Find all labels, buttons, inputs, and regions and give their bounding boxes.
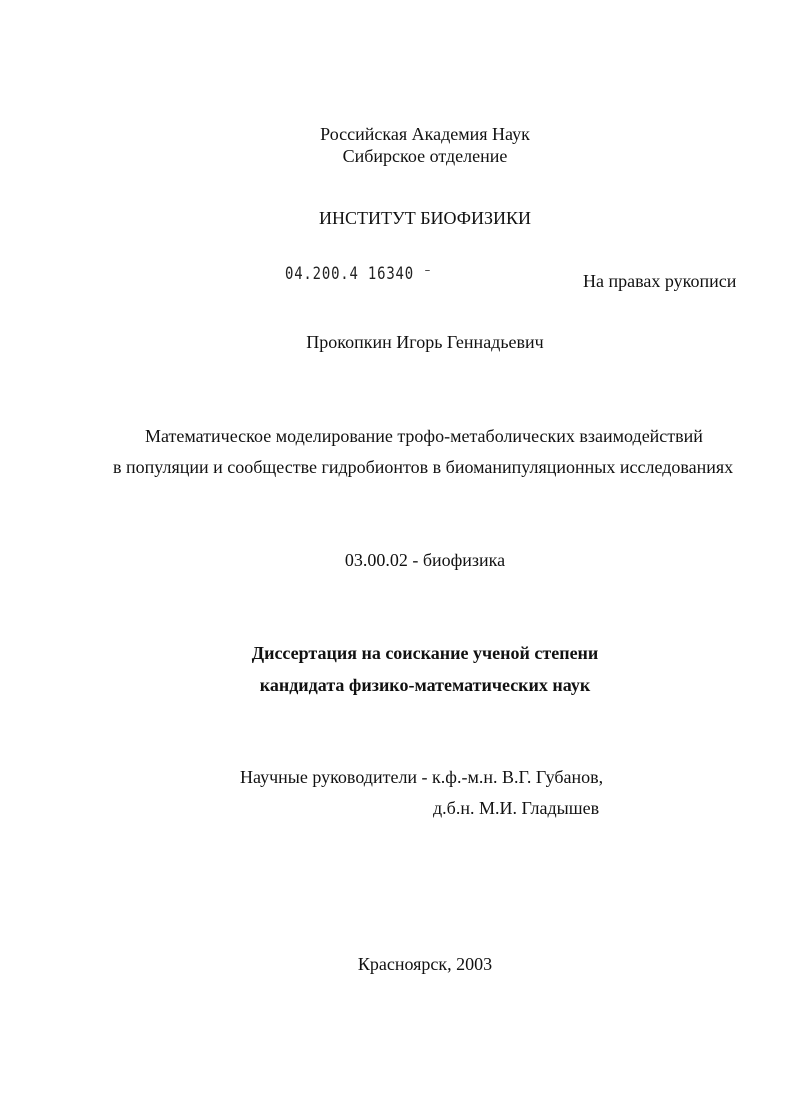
supervisors-line-2: д.б.н. М.И. Гладышев (433, 798, 600, 818)
dissertation-title-line-2: в популяции и сообществе гидробионтов в биоманипуляционных исследованиях (113, 457, 734, 477)
supervisors-line-1: Научные руководители - к.ф.-м.н. В.Г. Губанов, (240, 767, 604, 787)
degree-line-1: Диссертация на соискание ученой степени (251, 643, 599, 663)
manuscript-note: На правах рукописи (583, 271, 737, 291)
institute-name: ИНСТИТУТ БИОФИЗИКИ (318, 208, 532, 228)
branch-name: Сибирское отделение (342, 146, 508, 166)
academy-name: Российская Академия Наук (320, 124, 530, 144)
author-name: Прокопкин Игорь Геннадьевич (306, 332, 544, 352)
registration-stamp: 04.200.4 16340 ⁻ (285, 264, 433, 284)
place-and-year: Красноярск, 2003 (357, 954, 493, 974)
degree-line-2: кандидата физико-математических наук (259, 675, 591, 695)
specialty-code: 03.00.02 - биофизика (344, 550, 506, 570)
dissertation-title-line-1: Математическое моделирование трофо-метаболических взаимодействий (145, 426, 703, 446)
